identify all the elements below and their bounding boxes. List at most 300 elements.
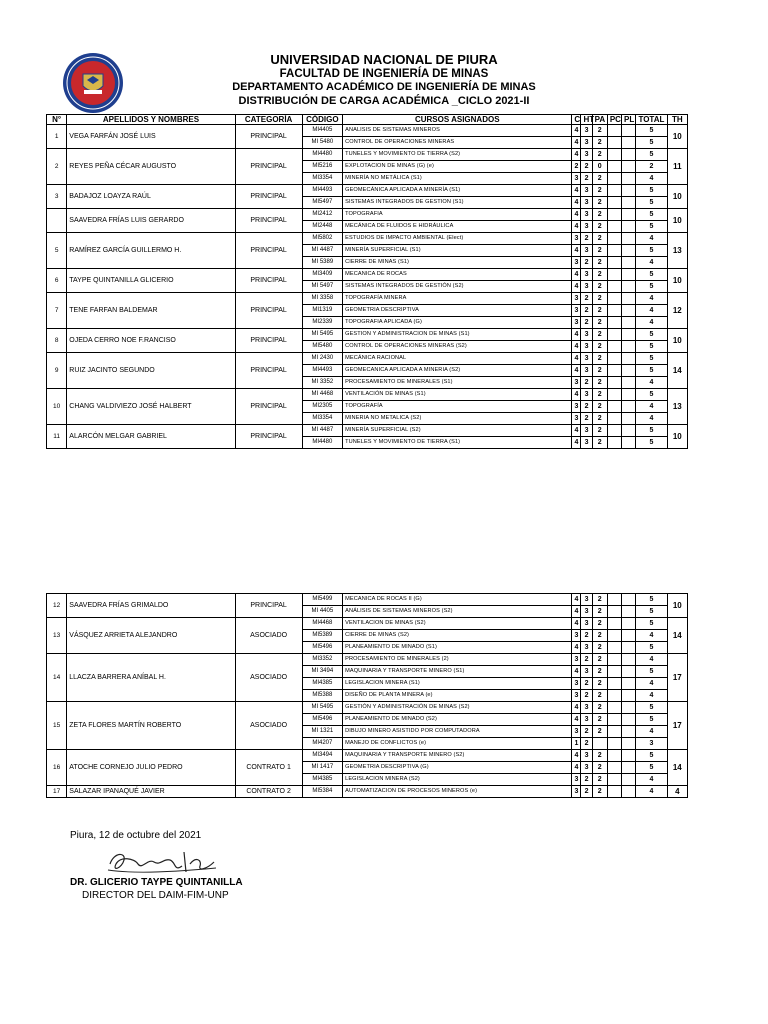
course-name: MECÁNICA RACIONAL bbox=[343, 353, 572, 365]
row-number: 12 bbox=[47, 594, 67, 618]
course-name: TOPOGRAFÍA MINERA bbox=[343, 293, 572, 305]
total-hours: 10 bbox=[667, 209, 687, 233]
course-code: MI5384 bbox=[302, 786, 343, 798]
pa-cell: 2 bbox=[592, 257, 607, 269]
ht-cell: 3 bbox=[581, 750, 592, 762]
signer-name: DR. GLICERIO TAYPE QUINTANILLA bbox=[70, 877, 243, 888]
course-code: MI3354 bbox=[302, 173, 343, 185]
total-cell: 5 bbox=[636, 762, 667, 774]
course-code: MI4207 bbox=[302, 738, 343, 750]
course-code: MI 3358 bbox=[302, 293, 343, 305]
total-hours: 14 bbox=[667, 618, 687, 654]
pl-cell bbox=[622, 353, 636, 365]
column-header: CÓDIGO bbox=[302, 115, 343, 125]
pl-cell bbox=[622, 594, 636, 606]
pa-cell: 2 bbox=[592, 786, 607, 798]
course-name: VENTILACION DE MINAS (S2) bbox=[343, 618, 572, 630]
total-cell: 5 bbox=[636, 281, 667, 293]
credits-cell: 4 bbox=[572, 137, 581, 149]
row-number: 13 bbox=[47, 618, 67, 654]
course-code: MI4385 bbox=[302, 678, 343, 690]
credits-cell: 4 bbox=[572, 425, 581, 437]
course-name: CIERRE DE MINAS (S2) bbox=[343, 630, 572, 642]
course-code: MI4480 bbox=[302, 149, 343, 161]
course-code: MI3409 bbox=[302, 269, 343, 281]
course-name: ESTUDIOS DE IMPACTO AMBIENTAL (Elect) bbox=[343, 233, 572, 245]
row-number: 11 bbox=[47, 425, 67, 449]
credits-cell: 3 bbox=[572, 678, 581, 690]
pc-cell bbox=[607, 786, 621, 798]
teacher-category: PRINCIPAL bbox=[235, 149, 302, 185]
row-number bbox=[47, 209, 67, 233]
total-hours: 10 bbox=[667, 594, 687, 618]
load-table-1 bbox=[46, 114, 688, 449]
ht-cell: 3 bbox=[581, 618, 592, 630]
pc-cell bbox=[607, 690, 621, 702]
pa-cell: 2 bbox=[592, 594, 607, 606]
table-row bbox=[47, 329, 688, 341]
course-code: MI 5497 bbox=[302, 281, 343, 293]
teacher-name: CHANG VALDIVIEZO JOSÉ HALBERT bbox=[67, 389, 235, 425]
pl-cell bbox=[622, 209, 636, 221]
course-name: TUNELES Y MOVIMIENTO DE TIERRA (S2) bbox=[343, 149, 572, 161]
row-number: 16 bbox=[47, 750, 67, 786]
pa-cell: 2 bbox=[592, 726, 607, 738]
ht-cell: 2 bbox=[581, 377, 592, 389]
course-name: MINERIA NO METALICA (S2) bbox=[343, 413, 572, 425]
pc-cell bbox=[607, 281, 621, 293]
pl-cell bbox=[622, 774, 636, 786]
teacher-category: PRINCIPAL bbox=[235, 389, 302, 425]
course-name: CONTROL DE OPERACIONES MINERAS (S2) bbox=[343, 341, 572, 353]
ht-cell: 2 bbox=[581, 317, 592, 329]
pl-cell bbox=[622, 678, 636, 690]
total-cell: 5 bbox=[636, 666, 667, 678]
ht-cell: 2 bbox=[581, 293, 592, 305]
ht-cell: 2 bbox=[581, 257, 592, 269]
pc-cell bbox=[607, 389, 621, 401]
credits-cell: 3 bbox=[572, 401, 581, 413]
pc-cell bbox=[607, 666, 621, 678]
course-code: MI 2430 bbox=[302, 353, 343, 365]
course-code: MI5802 bbox=[302, 233, 343, 245]
total-cell: 5 bbox=[636, 389, 667, 401]
total-cell: 4 bbox=[636, 401, 667, 413]
course-name: MAQUINARIA Y TRANSPORTE MINERO (S1) bbox=[343, 666, 572, 678]
table-row bbox=[47, 389, 688, 401]
row-number: 6 bbox=[47, 269, 67, 293]
total-cell: 5 bbox=[636, 269, 667, 281]
pa-cell: 2 bbox=[592, 425, 607, 437]
pa-cell: 2 bbox=[592, 714, 607, 726]
row-number: 14 bbox=[47, 654, 67, 702]
signer-role: DIRECTOR DEL DAIM-FIM-UNP bbox=[82, 890, 229, 901]
credits-cell: 4 bbox=[572, 221, 581, 233]
ht-cell: 2 bbox=[581, 654, 592, 666]
table-row bbox=[47, 209, 688, 221]
course-name: MECANICA DE ROCAS II (G) bbox=[343, 594, 572, 606]
total-cell: 4 bbox=[636, 654, 667, 666]
teacher-name: ALARCÓN MELGAR GABRIEL bbox=[67, 425, 235, 449]
credits-cell: 4 bbox=[572, 245, 581, 257]
total-cell: 4 bbox=[636, 630, 667, 642]
credits-cell: 4 bbox=[572, 209, 581, 221]
pc-cell bbox=[607, 642, 621, 654]
pl-cell bbox=[622, 221, 636, 233]
course-code: MI2412 bbox=[302, 209, 343, 221]
ht-cell: 3 bbox=[581, 389, 592, 401]
course-name: GEOMETRIA DESCRIPTIVA (G) bbox=[343, 762, 572, 774]
course-name: PLANEAMIENTO DE MINADO (S2) bbox=[343, 714, 572, 726]
course-name: MAQUINARIA Y TRANSPORTE MINERO (S2) bbox=[343, 750, 572, 762]
pl-cell bbox=[622, 197, 636, 209]
teacher-category: CONTRATO 2 bbox=[235, 786, 302, 798]
course-code: MI5497 bbox=[302, 197, 343, 209]
total-cell: 4 bbox=[636, 726, 667, 738]
teacher-category: PRINCIPAL bbox=[235, 425, 302, 449]
table-row bbox=[47, 233, 688, 245]
table-row bbox=[47, 149, 688, 161]
pl-cell bbox=[622, 173, 636, 185]
course-code: MI5389 bbox=[302, 630, 343, 642]
credits-cell: 1 bbox=[572, 738, 581, 750]
pc-cell bbox=[607, 197, 621, 209]
pc-cell bbox=[607, 329, 621, 341]
ht-cell: 3 bbox=[581, 125, 592, 137]
teacher-category: ASOCIADO bbox=[235, 618, 302, 654]
ht-cell: 2 bbox=[581, 774, 592, 786]
credits-cell: 2 bbox=[572, 161, 581, 173]
course-code: MI5499 bbox=[302, 594, 343, 606]
total-cell: 5 bbox=[636, 137, 667, 149]
pc-cell bbox=[607, 257, 621, 269]
pl-cell bbox=[622, 245, 636, 257]
total-hours: 12 bbox=[667, 293, 687, 329]
pl-cell bbox=[622, 714, 636, 726]
header-row bbox=[47, 115, 688, 125]
total-hours: 14 bbox=[667, 750, 687, 786]
course-name: SISTEMAS INTEGRADOS DE GESTION (S1) bbox=[343, 197, 572, 209]
course-name: AUTOMATIZACION DE PROCESOS MINEROS (e) bbox=[343, 786, 572, 798]
pc-cell bbox=[607, 137, 621, 149]
pc-cell bbox=[607, 762, 621, 774]
table-body bbox=[47, 125, 688, 449]
pc-cell bbox=[607, 774, 621, 786]
total-hours: 14 bbox=[667, 353, 687, 389]
course-code: MI4468 bbox=[302, 618, 343, 630]
course-name: CIERRE DE MINAS (S1) bbox=[343, 257, 572, 269]
credits-cell: 3 bbox=[572, 257, 581, 269]
course-name: LEGISLACION MINERA (S1) bbox=[343, 678, 572, 690]
pc-cell bbox=[607, 413, 621, 425]
ht-cell: 3 bbox=[581, 209, 592, 221]
teacher-name: SAAVEDRA FRÍAS GRIMALDO bbox=[67, 594, 235, 618]
total-cell: 5 bbox=[636, 221, 667, 233]
pa-cell: 2 bbox=[592, 209, 607, 221]
ht-cell: 2 bbox=[581, 738, 592, 750]
course-name: LEGISLACION MINERA (S2) bbox=[343, 774, 572, 786]
teacher-category: PRINCIPAL bbox=[235, 209, 302, 233]
total-hours: 10 bbox=[667, 329, 687, 353]
ht-cell: 3 bbox=[581, 714, 592, 726]
pc-cell bbox=[607, 425, 621, 437]
course-code: MI3354 bbox=[302, 413, 343, 425]
course-name: DISEÑO DE PLANTA MINERA (e) bbox=[343, 690, 572, 702]
course-name: MINERÍA SUPERFICIAL (S2) bbox=[343, 425, 572, 437]
course-name: TOPOGRAFÍA bbox=[343, 401, 572, 413]
ht-cell: 3 bbox=[581, 666, 592, 678]
pa-cell: 2 bbox=[592, 630, 607, 642]
teacher-category: PRINCIPAL bbox=[235, 185, 302, 209]
total-cell: 5 bbox=[636, 750, 667, 762]
pl-cell bbox=[622, 401, 636, 413]
pl-cell bbox=[622, 293, 636, 305]
teacher-name: BADAJOZ LOAYZA RAÚL bbox=[67, 185, 235, 209]
ht-cell: 3 bbox=[581, 137, 592, 149]
pc-cell bbox=[607, 714, 621, 726]
course-code: MI4405 bbox=[302, 125, 343, 137]
column-header: HT bbox=[581, 115, 592, 125]
ht-cell: 2 bbox=[581, 630, 592, 642]
total-hours: 4 bbox=[667, 786, 687, 798]
teacher-name: ATOCHE CORNEJO JULIO PEDRO bbox=[67, 750, 235, 786]
course-name: GESTION Y ADMINISTRACION DE MINAS (S1) bbox=[343, 329, 572, 341]
course-code: MI5216 bbox=[302, 161, 343, 173]
ht-cell: 3 bbox=[581, 329, 592, 341]
faculty-name: FACULTAD DE INGENIERÍA DE MINAS bbox=[279, 67, 489, 80]
total-cell: 4 bbox=[636, 257, 667, 269]
course-name: SISTEMAS INTEGRADOS DE GESTIÓN (S2) bbox=[343, 281, 572, 293]
pa-cell: 0 bbox=[592, 161, 607, 173]
pc-cell bbox=[607, 341, 621, 353]
column-header: TH bbox=[667, 115, 687, 125]
load-table-2 bbox=[46, 593, 688, 798]
teacher-category: PRINCIPAL bbox=[235, 269, 302, 293]
university-name: UNIVERSIDAD NACIONAL DE PIURA bbox=[270, 52, 498, 67]
pl-cell bbox=[622, 125, 636, 137]
teacher-category: PRINCIPAL bbox=[235, 329, 302, 353]
column-header: PL bbox=[622, 115, 636, 125]
ht-cell: 2 bbox=[581, 786, 592, 798]
credits-cell: 4 bbox=[572, 125, 581, 137]
total-cell: 4 bbox=[636, 377, 667, 389]
table-row bbox=[47, 353, 688, 365]
course-name: PROCESAMIENTO DE MINERALES (2) bbox=[343, 654, 572, 666]
column-header: C bbox=[572, 115, 581, 125]
ht-cell: 3 bbox=[581, 702, 592, 714]
row-number: 5 bbox=[47, 233, 67, 269]
table-body bbox=[47, 594, 688, 798]
total-cell: 4 bbox=[636, 413, 667, 425]
pa-cell: 2 bbox=[592, 702, 607, 714]
pa-cell: 2 bbox=[592, 149, 607, 161]
ht-cell: 3 bbox=[581, 197, 592, 209]
column-header: APELLIDOS Y NOMBRES bbox=[67, 115, 235, 125]
course-code: MI3352 bbox=[302, 654, 343, 666]
pa-cell: 2 bbox=[592, 618, 607, 630]
department-name: DEPARTAMENTO ACADÉMICO DE INGENIERÍA DE MINAS bbox=[232, 81, 536, 94]
pa-cell: 2 bbox=[592, 221, 607, 233]
course-name: GEOMECANICA APLICADA A MINERIA (S2) bbox=[343, 365, 572, 377]
pc-cell bbox=[607, 269, 621, 281]
pl-cell bbox=[622, 317, 636, 329]
course-code: MI4480 bbox=[302, 437, 343, 449]
total-hours: 17 bbox=[667, 702, 687, 750]
pc-cell bbox=[607, 245, 621, 257]
table-row bbox=[47, 702, 688, 714]
course-code: MI 4405 bbox=[302, 606, 343, 618]
teacher-category: ASOCIADO bbox=[235, 702, 302, 750]
pl-cell bbox=[622, 341, 636, 353]
pc-cell bbox=[607, 377, 621, 389]
course-name: MECANICA DE ROCAS bbox=[343, 269, 572, 281]
ht-cell: 2 bbox=[581, 401, 592, 413]
total-hours: 11 bbox=[667, 149, 687, 185]
teacher-category: PRINCIPAL bbox=[235, 594, 302, 618]
teacher-category: PRINCIPAL bbox=[235, 233, 302, 269]
total-hours: 13 bbox=[667, 233, 687, 269]
pa-cell: 2 bbox=[592, 666, 607, 678]
ht-cell: 3 bbox=[581, 353, 592, 365]
teacher-name: SAAVEDRA FRÍAS LUIS GERARDO bbox=[67, 209, 235, 233]
credits-cell: 4 bbox=[572, 606, 581, 618]
teacher-name: OJEDA CERRO NOE F.RANCISO bbox=[67, 329, 235, 353]
handwritten-signature bbox=[104, 846, 222, 880]
pa-cell: 2 bbox=[592, 353, 607, 365]
course-code: MI 5495 bbox=[302, 329, 343, 341]
pa-cell: 2 bbox=[592, 774, 607, 786]
total-cell: 5 bbox=[636, 209, 667, 221]
credits-cell: 4 bbox=[572, 594, 581, 606]
table-row bbox=[47, 125, 688, 137]
pc-cell bbox=[607, 365, 621, 377]
pl-cell bbox=[622, 413, 636, 425]
course-name: ANÁLISIS DE SISTEMAS MINEROS (S2) bbox=[343, 606, 572, 618]
column-header: PC bbox=[607, 115, 621, 125]
course-code: MI 1417 bbox=[302, 762, 343, 774]
pc-cell bbox=[607, 293, 621, 305]
row-number: 7 bbox=[47, 293, 67, 329]
course-name: CONTROL DE OPERACIONES MINERAS bbox=[343, 137, 572, 149]
credits-cell: 3 bbox=[572, 293, 581, 305]
table-row bbox=[47, 750, 688, 762]
pa-cell: 2 bbox=[592, 197, 607, 209]
course-name: DIBUJO MINERO ASISTIDO POR COMPUTADORA bbox=[343, 726, 572, 738]
table-row bbox=[47, 618, 688, 630]
row-number: 3 bbox=[47, 185, 67, 209]
credits-cell: 4 bbox=[572, 329, 581, 341]
course-code: MI5388 bbox=[302, 690, 343, 702]
pa-cell: 2 bbox=[592, 389, 607, 401]
table-row bbox=[47, 594, 688, 606]
course-code: MI 4487 bbox=[302, 245, 343, 257]
total-cell: 5 bbox=[636, 185, 667, 197]
total-cell: 5 bbox=[636, 618, 667, 630]
credits-cell: 3 bbox=[572, 317, 581, 329]
course-name: EXPLOTACION DE MINAS (G) (e) bbox=[343, 161, 572, 173]
course-code: MI 1321 bbox=[302, 726, 343, 738]
pa-cell: 2 bbox=[592, 281, 607, 293]
pa-cell: 2 bbox=[592, 173, 607, 185]
pl-cell bbox=[622, 618, 636, 630]
credits-cell: 4 bbox=[572, 341, 581, 353]
ht-cell: 2 bbox=[581, 161, 592, 173]
pc-cell bbox=[607, 702, 621, 714]
total-hours: 10 bbox=[667, 185, 687, 209]
credits-cell: 4 bbox=[572, 702, 581, 714]
total-cell: 5 bbox=[636, 642, 667, 654]
pc-cell bbox=[607, 305, 621, 317]
total-cell: 4 bbox=[636, 774, 667, 786]
row-number: 10 bbox=[47, 389, 67, 425]
total-hours: 13 bbox=[667, 389, 687, 425]
column-header: CATEGORÍA bbox=[235, 115, 302, 125]
row-number: 15 bbox=[47, 702, 67, 750]
credits-cell: 4 bbox=[572, 389, 581, 401]
course-name: PLANEAMIENTO DE MINADO (S1) bbox=[343, 642, 572, 654]
course-code: MI2339 bbox=[302, 317, 343, 329]
pc-cell bbox=[607, 221, 621, 233]
course-name: VENTILACIÓN DE MINAS (S1) bbox=[343, 389, 572, 401]
total-hours: 17 bbox=[667, 654, 687, 702]
course-name: GEOMECÁNICA APLICADA A MINERÍA (S1) bbox=[343, 185, 572, 197]
pa-cell: 2 bbox=[592, 137, 607, 149]
credits-cell: 4 bbox=[572, 197, 581, 209]
ht-cell: 2 bbox=[581, 305, 592, 317]
total-cell: 4 bbox=[636, 293, 667, 305]
pa-cell: 2 bbox=[592, 329, 607, 341]
course-code: MI5496 bbox=[302, 642, 343, 654]
ht-cell: 3 bbox=[581, 437, 592, 449]
document-title: DISTRIBUCIÓN DE CARGA ACADÉMICA _CICLO 2021-II bbox=[238, 94, 530, 107]
credits-cell: 3 bbox=[572, 690, 581, 702]
pc-cell bbox=[607, 149, 621, 161]
credits-cell: 4 bbox=[572, 762, 581, 774]
course-name: TUNELES Y MOVIMIENTO DE TIERRA (S1) bbox=[343, 437, 572, 449]
course-code: MI 5495 bbox=[302, 702, 343, 714]
total-hours: 10 bbox=[667, 425, 687, 449]
pa-cell: 2 bbox=[592, 377, 607, 389]
course-name: MINERÍA NO METÁLICA (S1) bbox=[343, 173, 572, 185]
course-code: MI 3494 bbox=[302, 666, 343, 678]
course-code: MI5496 bbox=[302, 714, 343, 726]
credits-cell: 3 bbox=[572, 413, 581, 425]
pc-cell bbox=[607, 738, 621, 750]
pa-cell bbox=[592, 738, 607, 750]
pl-cell bbox=[622, 161, 636, 173]
pa-cell: 2 bbox=[592, 185, 607, 197]
total-cell: 4 bbox=[636, 173, 667, 185]
table-row bbox=[47, 654, 688, 666]
pc-cell bbox=[607, 654, 621, 666]
credits-cell: 4 bbox=[572, 750, 581, 762]
pc-cell bbox=[607, 678, 621, 690]
course-code: MI1319 bbox=[302, 305, 343, 317]
row-number: 2 bbox=[47, 149, 67, 185]
ht-cell: 2 bbox=[581, 690, 592, 702]
credits-cell: 3 bbox=[572, 630, 581, 642]
pa-cell: 2 bbox=[592, 341, 607, 353]
teacher-name: RUIZ JACINTO SEGUNDO bbox=[67, 353, 235, 389]
pa-cell: 2 bbox=[592, 125, 607, 137]
credits-cell: 4 bbox=[572, 714, 581, 726]
table-row bbox=[47, 786, 688, 798]
pa-cell: 2 bbox=[592, 642, 607, 654]
row-number: 17 bbox=[47, 786, 67, 798]
total-cell: 3 bbox=[636, 738, 667, 750]
pc-cell bbox=[607, 606, 621, 618]
teacher-category: ASOCIADO bbox=[235, 654, 302, 702]
